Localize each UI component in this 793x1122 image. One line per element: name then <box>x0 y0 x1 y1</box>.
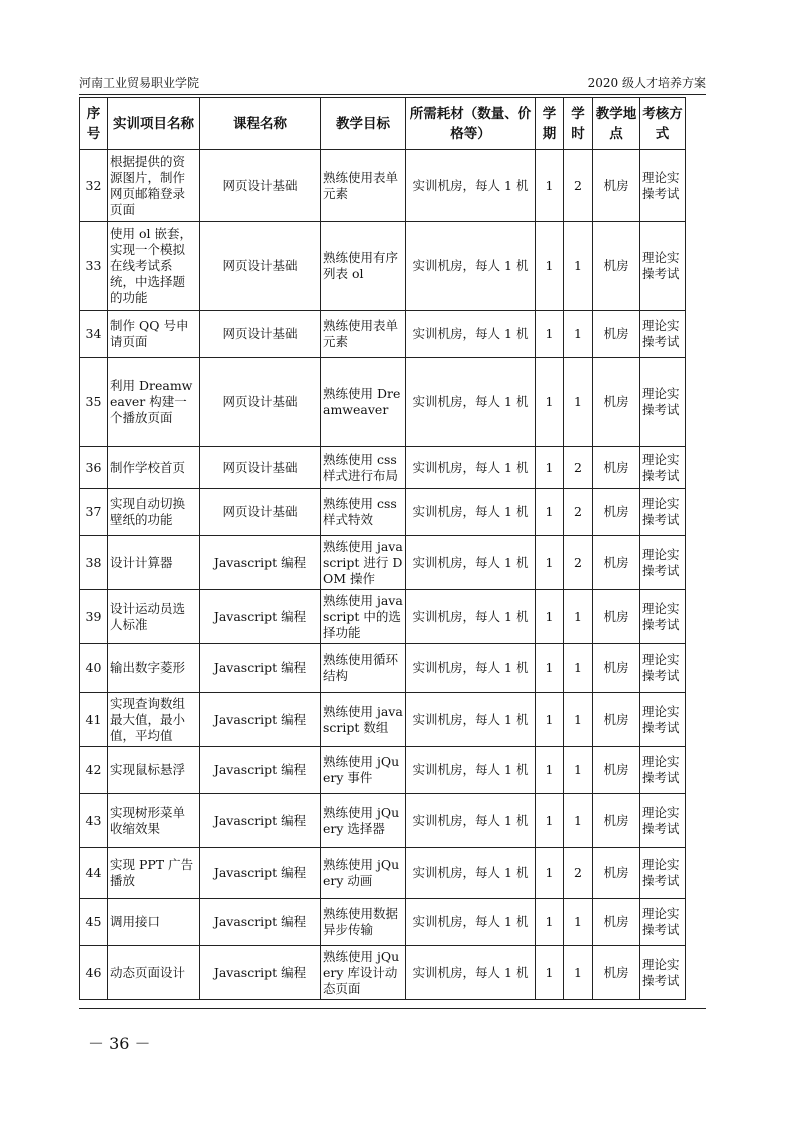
row-index: 42 <box>80 747 108 794</box>
row-materials: 实训机房，每人 1 机 <box>406 794 536 848</box>
table-row <box>80 747 686 794</box>
row-term: 1 <box>536 447 564 489</box>
row-goal: 熟练使用 javascript 进行 DOM 操作 <box>321 536 406 590</box>
row-hours: 1 <box>564 899 593 946</box>
header-divider <box>79 94 706 95</box>
row-assessment: 理论实操考试 <box>640 644 686 693</box>
row-assessment: 理论实操考试 <box>640 536 686 590</box>
row-hours: 2 <box>564 848 593 899</box>
col-header-hours: 学时 <box>564 98 593 150</box>
header-plan-title: 2020 级人才培养方案 <box>587 76 706 90</box>
row-location: 机房 <box>593 848 640 899</box>
row-location: 机房 <box>593 899 640 946</box>
table-row <box>80 848 686 899</box>
row-project: 实现树形菜单收缩效果 <box>108 794 200 848</box>
row-assessment: 理论实操考试 <box>640 946 686 1000</box>
row-goal: 熟练使用 jQuery 选择器 <box>321 794 406 848</box>
row-term: 1 <box>536 590 564 644</box>
row-course: 网页设计基础 <box>200 447 321 489</box>
row-assessment: 理论实操考试 <box>640 848 686 899</box>
col-header-assessment: 考核方式 <box>640 98 686 150</box>
row-course: Javascript 编程 <box>200 946 321 1000</box>
row-assessment: 理论实操考试 <box>640 222 686 311</box>
row-assessment: 理论实操考试 <box>640 447 686 489</box>
row-location: 机房 <box>593 358 640 447</box>
table-row <box>80 590 686 644</box>
row-hours: 1 <box>564 946 593 1000</box>
row-materials: 实训机房，每人 1 机 <box>406 489 536 536</box>
footer-divider <box>79 1008 706 1009</box>
row-course: Javascript 编程 <box>200 644 321 693</box>
row-assessment: 理论实操考试 <box>640 590 686 644</box>
row-course: 网页设计基础 <box>200 311 321 358</box>
row-goal: 熟练使用表单元素 <box>321 150 406 222</box>
row-index: 33 <box>80 222 108 311</box>
row-hours: 2 <box>564 536 593 590</box>
table-row <box>80 899 686 946</box>
col-header-project: 实训项目名称 <box>108 98 200 150</box>
row-course: Javascript 编程 <box>200 693 321 747</box>
row-term: 1 <box>536 794 564 848</box>
row-project: 实现鼠标悬浮 <box>108 747 200 794</box>
row-course: Javascript 编程 <box>200 536 321 590</box>
row-course: 网页设计基础 <box>200 489 321 536</box>
row-materials: 实训机房，每人 1 机 <box>406 311 536 358</box>
page-header <box>79 76 706 90</box>
row-assessment: 理论实操考试 <box>640 489 686 536</box>
table-row <box>80 536 686 590</box>
row-materials: 实训机房，每人 1 机 <box>406 222 536 311</box>
row-index: 46 <box>80 946 108 1000</box>
table-row <box>80 150 686 222</box>
row-hours: 1 <box>564 222 593 311</box>
row-index: 45 <box>80 899 108 946</box>
row-hours: 2 <box>564 150 593 222</box>
row-assessment: 理论实操考试 <box>640 311 686 358</box>
row-goal: 熟练使用 jQuery 事件 <box>321 747 406 794</box>
row-assessment: 理论实操考试 <box>640 693 686 747</box>
row-index: 44 <box>80 848 108 899</box>
row-hours: 1 <box>564 747 593 794</box>
row-project: 设计计算器 <box>108 536 200 590</box>
table-row <box>80 693 686 747</box>
col-header-goal: 教学目标 <box>321 98 406 150</box>
table-row <box>80 311 686 358</box>
row-project: 实现查询数组最大值，最小值，平均值 <box>108 693 200 747</box>
row-term: 1 <box>536 693 564 747</box>
row-materials: 实训机房，每人 1 机 <box>406 150 536 222</box>
row-hours: 1 <box>564 590 593 644</box>
row-course: Javascript 编程 <box>200 747 321 794</box>
row-assessment: 理论实操考试 <box>640 150 686 222</box>
table-row <box>80 794 686 848</box>
table-row <box>80 222 686 311</box>
row-materials: 实训机房，每人 1 机 <box>406 899 536 946</box>
row-goal: 熟练使用循环结构 <box>321 644 406 693</box>
row-course: Javascript 编程 <box>200 794 321 848</box>
row-location: 机房 <box>593 747 640 794</box>
row-materials: 实训机房，每人 1 机 <box>406 693 536 747</box>
row-assessment: 理论实操考试 <box>640 358 686 447</box>
row-goal: 熟练使用 css 样式进行布局 <box>321 447 406 489</box>
row-location: 机房 <box>593 447 640 489</box>
table-row <box>80 447 686 489</box>
row-project: 输出数字菱形 <box>108 644 200 693</box>
row-term: 1 <box>536 489 564 536</box>
row-hours: 2 <box>564 447 593 489</box>
row-index: 38 <box>80 536 108 590</box>
col-header-index: 序号 <box>80 98 108 150</box>
row-goal: 熟练使用 javascript 中的选择功能 <box>321 590 406 644</box>
row-course: 网页设计基础 <box>200 150 321 222</box>
row-project: 制作 QQ 号申请页面 <box>108 311 200 358</box>
row-assessment: 理论实操考试 <box>640 899 686 946</box>
row-goal: 熟练使用表单元素 <box>321 311 406 358</box>
row-materials: 实训机房，每人 1 机 <box>406 644 536 693</box>
table-row <box>80 644 686 693</box>
col-header-term: 学期 <box>536 98 564 150</box>
row-location: 机房 <box>593 222 640 311</box>
row-term: 1 <box>536 150 564 222</box>
page-number: － 36 － <box>88 1034 151 1053</box>
row-location: 机房 <box>593 946 640 1000</box>
row-materials: 实训机房，每人 1 机 <box>406 536 536 590</box>
row-goal: 熟练使用 jQuery 库设计动态页面 <box>321 946 406 1000</box>
row-location: 机房 <box>593 489 640 536</box>
row-location: 机房 <box>593 150 640 222</box>
training-table <box>79 97 686 1000</box>
row-project: 使用 ol 嵌套，实现一个模拟在线考试系统，中选择题的功能 <box>108 222 200 311</box>
row-materials: 实训机房，每人 1 机 <box>406 946 536 1000</box>
row-term: 1 <box>536 644 564 693</box>
row-index: 35 <box>80 358 108 447</box>
row-goal: 熟练使用有序列表 ol <box>321 222 406 311</box>
row-term: 1 <box>536 222 564 311</box>
row-goal: 熟练使用 jQuery 动画 <box>321 848 406 899</box>
row-term: 1 <box>536 536 564 590</box>
row-index: 36 <box>80 447 108 489</box>
row-location: 机房 <box>593 536 640 590</box>
row-index: 37 <box>80 489 108 536</box>
header-school: 河南工业贸易职业学院 <box>79 76 200 90</box>
row-hours: 1 <box>564 311 593 358</box>
row-index: 39 <box>80 590 108 644</box>
row-assessment: 理论实操考试 <box>640 794 686 848</box>
row-course: 网页设计基础 <box>200 222 321 311</box>
row-course: 网页设计基础 <box>200 358 321 447</box>
row-project: 动态页面设计 <box>108 946 200 1000</box>
row-materials: 实训机房，每人 1 机 <box>406 358 536 447</box>
table-header-row <box>80 98 686 150</box>
row-goal: 熟练使用数据异步传输 <box>321 899 406 946</box>
row-index: 43 <box>80 794 108 848</box>
table-row <box>80 489 686 536</box>
row-index: 34 <box>80 311 108 358</box>
row-hours: 1 <box>564 794 593 848</box>
row-course: Javascript 编程 <box>200 848 321 899</box>
row-course: Javascript 编程 <box>200 590 321 644</box>
row-index: 40 <box>80 644 108 693</box>
row-hours: 2 <box>564 489 593 536</box>
row-index: 32 <box>80 150 108 222</box>
row-project: 实现自动切换壁纸的功能 <box>108 489 200 536</box>
row-term: 1 <box>536 311 564 358</box>
row-goal: 熟练使用 css 样式特效 <box>321 489 406 536</box>
row-term: 1 <box>536 946 564 1000</box>
row-term: 1 <box>536 358 564 447</box>
row-term: 1 <box>536 747 564 794</box>
row-assessment: 理论实操考试 <box>640 747 686 794</box>
col-header-materials: 所需耗材（数量、价格等） <box>406 98 536 150</box>
row-materials: 实训机房，每人 1 机 <box>406 590 536 644</box>
row-project: 根据提供的资源图片，制作网页邮箱登录页面 <box>108 150 200 222</box>
row-hours: 1 <box>564 693 593 747</box>
row-location: 机房 <box>593 794 640 848</box>
row-project: 制作学校首页 <box>108 447 200 489</box>
row-location: 机房 <box>593 311 640 358</box>
row-project: 实现 PPT 广告播放 <box>108 848 200 899</box>
row-materials: 实训机房，每人 1 机 <box>406 447 536 489</box>
row-course: Javascript 编程 <box>200 899 321 946</box>
row-project: 设计运动员选人标准 <box>108 590 200 644</box>
row-location: 机房 <box>593 590 640 644</box>
row-goal: 熟练使用 Dreamweaver <box>321 358 406 447</box>
table-row <box>80 946 686 1000</box>
col-header-course: 课程名称 <box>200 98 321 150</box>
row-term: 1 <box>536 848 564 899</box>
col-header-location: 教学地点 <box>593 98 640 150</box>
row-index: 41 <box>80 693 108 747</box>
row-materials: 实训机房，每人 1 机 <box>406 848 536 899</box>
table-row <box>80 358 686 447</box>
row-project: 利用 Dreamweaver 构建一个播放页面 <box>108 358 200 447</box>
row-materials: 实训机房，每人 1 机 <box>406 747 536 794</box>
row-hours: 1 <box>564 358 593 447</box>
row-hours: 1 <box>564 644 593 693</box>
row-location: 机房 <box>593 644 640 693</box>
row-goal: 熟练使用 javascript 数组 <box>321 693 406 747</box>
row-term: 1 <box>536 899 564 946</box>
row-location: 机房 <box>593 693 640 747</box>
row-project: 调用接口 <box>108 899 200 946</box>
